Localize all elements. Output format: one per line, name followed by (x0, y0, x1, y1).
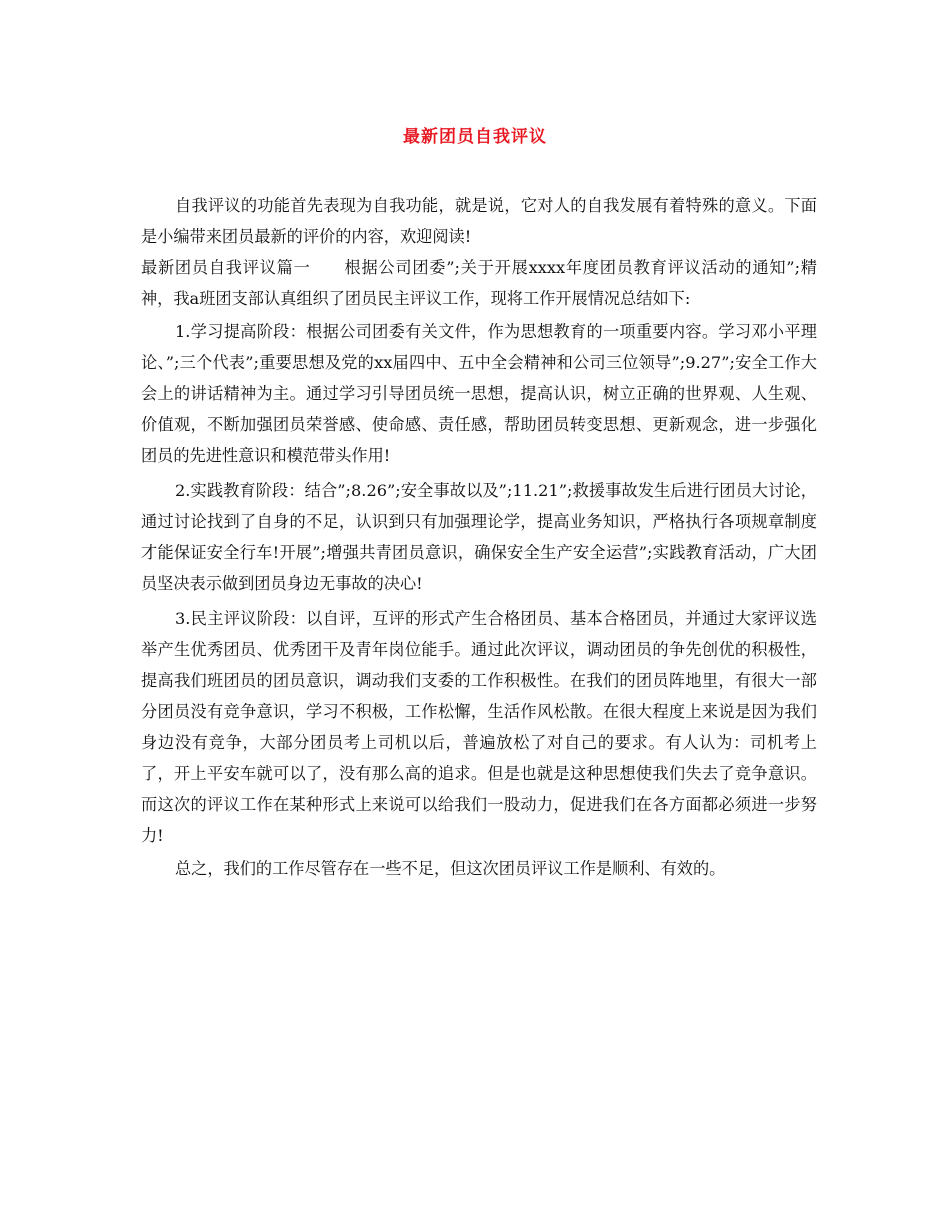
paragraph-evaluation-stage: 3.民主评议阶段：以自评，互评的形式产生合格团员、基本合格团员，并通过大家评议选举产生优秀团员、优秀团干及青年岗位能手。通过此次评议，调动团员的争先创优的积极性，提高我们班团员的团员意识，调动我们支委的工作积极性。在我们的团员阵地里，有很大一部分团员没有竞争意识，学习不积极，工作松懈，生活作风松散。在很大程度上来说是因为我们身边没有竞争，大部分团员考上司机以后，普遍放松了对自己的要求。有人认为：司机考上了，开上平安车就可以了，没有那么高的追求。但是也就是这种思想使我们失去了竞争意识。而这次的评议工作在某种形式上来说可以给我们一股动力，促进我们在各方面都必须进一步努力! (141, 609, 817, 845)
document-title: 最新团员自我评议 (403, 127, 547, 147)
paragraph-practice-stage: 2.实践教育阶段：结合”;8.26”;安全事故以及”;11.21”;救援事故发生后进行团员大讨论，通过讨论找到了自身的不足，认识到只有加强理论学，提高业务知识，严格执行各项规章制度才能保证安全行车!开展”;增强共青团员意识，确保安全生产安全运营”;实践教育活动，广大团员坚决表示做到团员身边无事故的决心! (141, 481, 817, 593)
document-body (141, 190, 817, 884)
paragraph-section-heading: 最新团员自我评议篇一 根据公司团委”;关于开展xxxx年度团员教育评议活动的通知”;精神，我a班团支部认真组织了团员民主评议工作，现将工作开展情况总结如下: (141, 258, 817, 308)
paragraph-intro: 自我评议的功能首先表现为自我功能，就是说，它对人的自我发展有着特殊的意义。下面是小编带来团员最新的评价的内容，欢迎阅读! (141, 196, 817, 246)
paragraph-study-stage: 1.学习提高阶段：根据公司团委有关文件，作为思想教育的一项重要内容。学习邓小平理论、”;三个代表”;重要思想及党的xx届四中、五中全会精神和公司三位领导”;9.27”;安全工作大会上的讲话精神为主。通过学习引导团员统一思想，提高认识，树立正确的世界观、人生观、价值观，不断加强团员荣誉感、使命感、责任感，帮助团员转变思想、更新观念，进一步强化团员的先进性意识和模范带头作用! (141, 322, 817, 465)
paragraph-conclusion: 总之，我们的工作尽管存在一些不足，但这次团员评议工作是顺利、有效的。 (175, 859, 726, 878)
